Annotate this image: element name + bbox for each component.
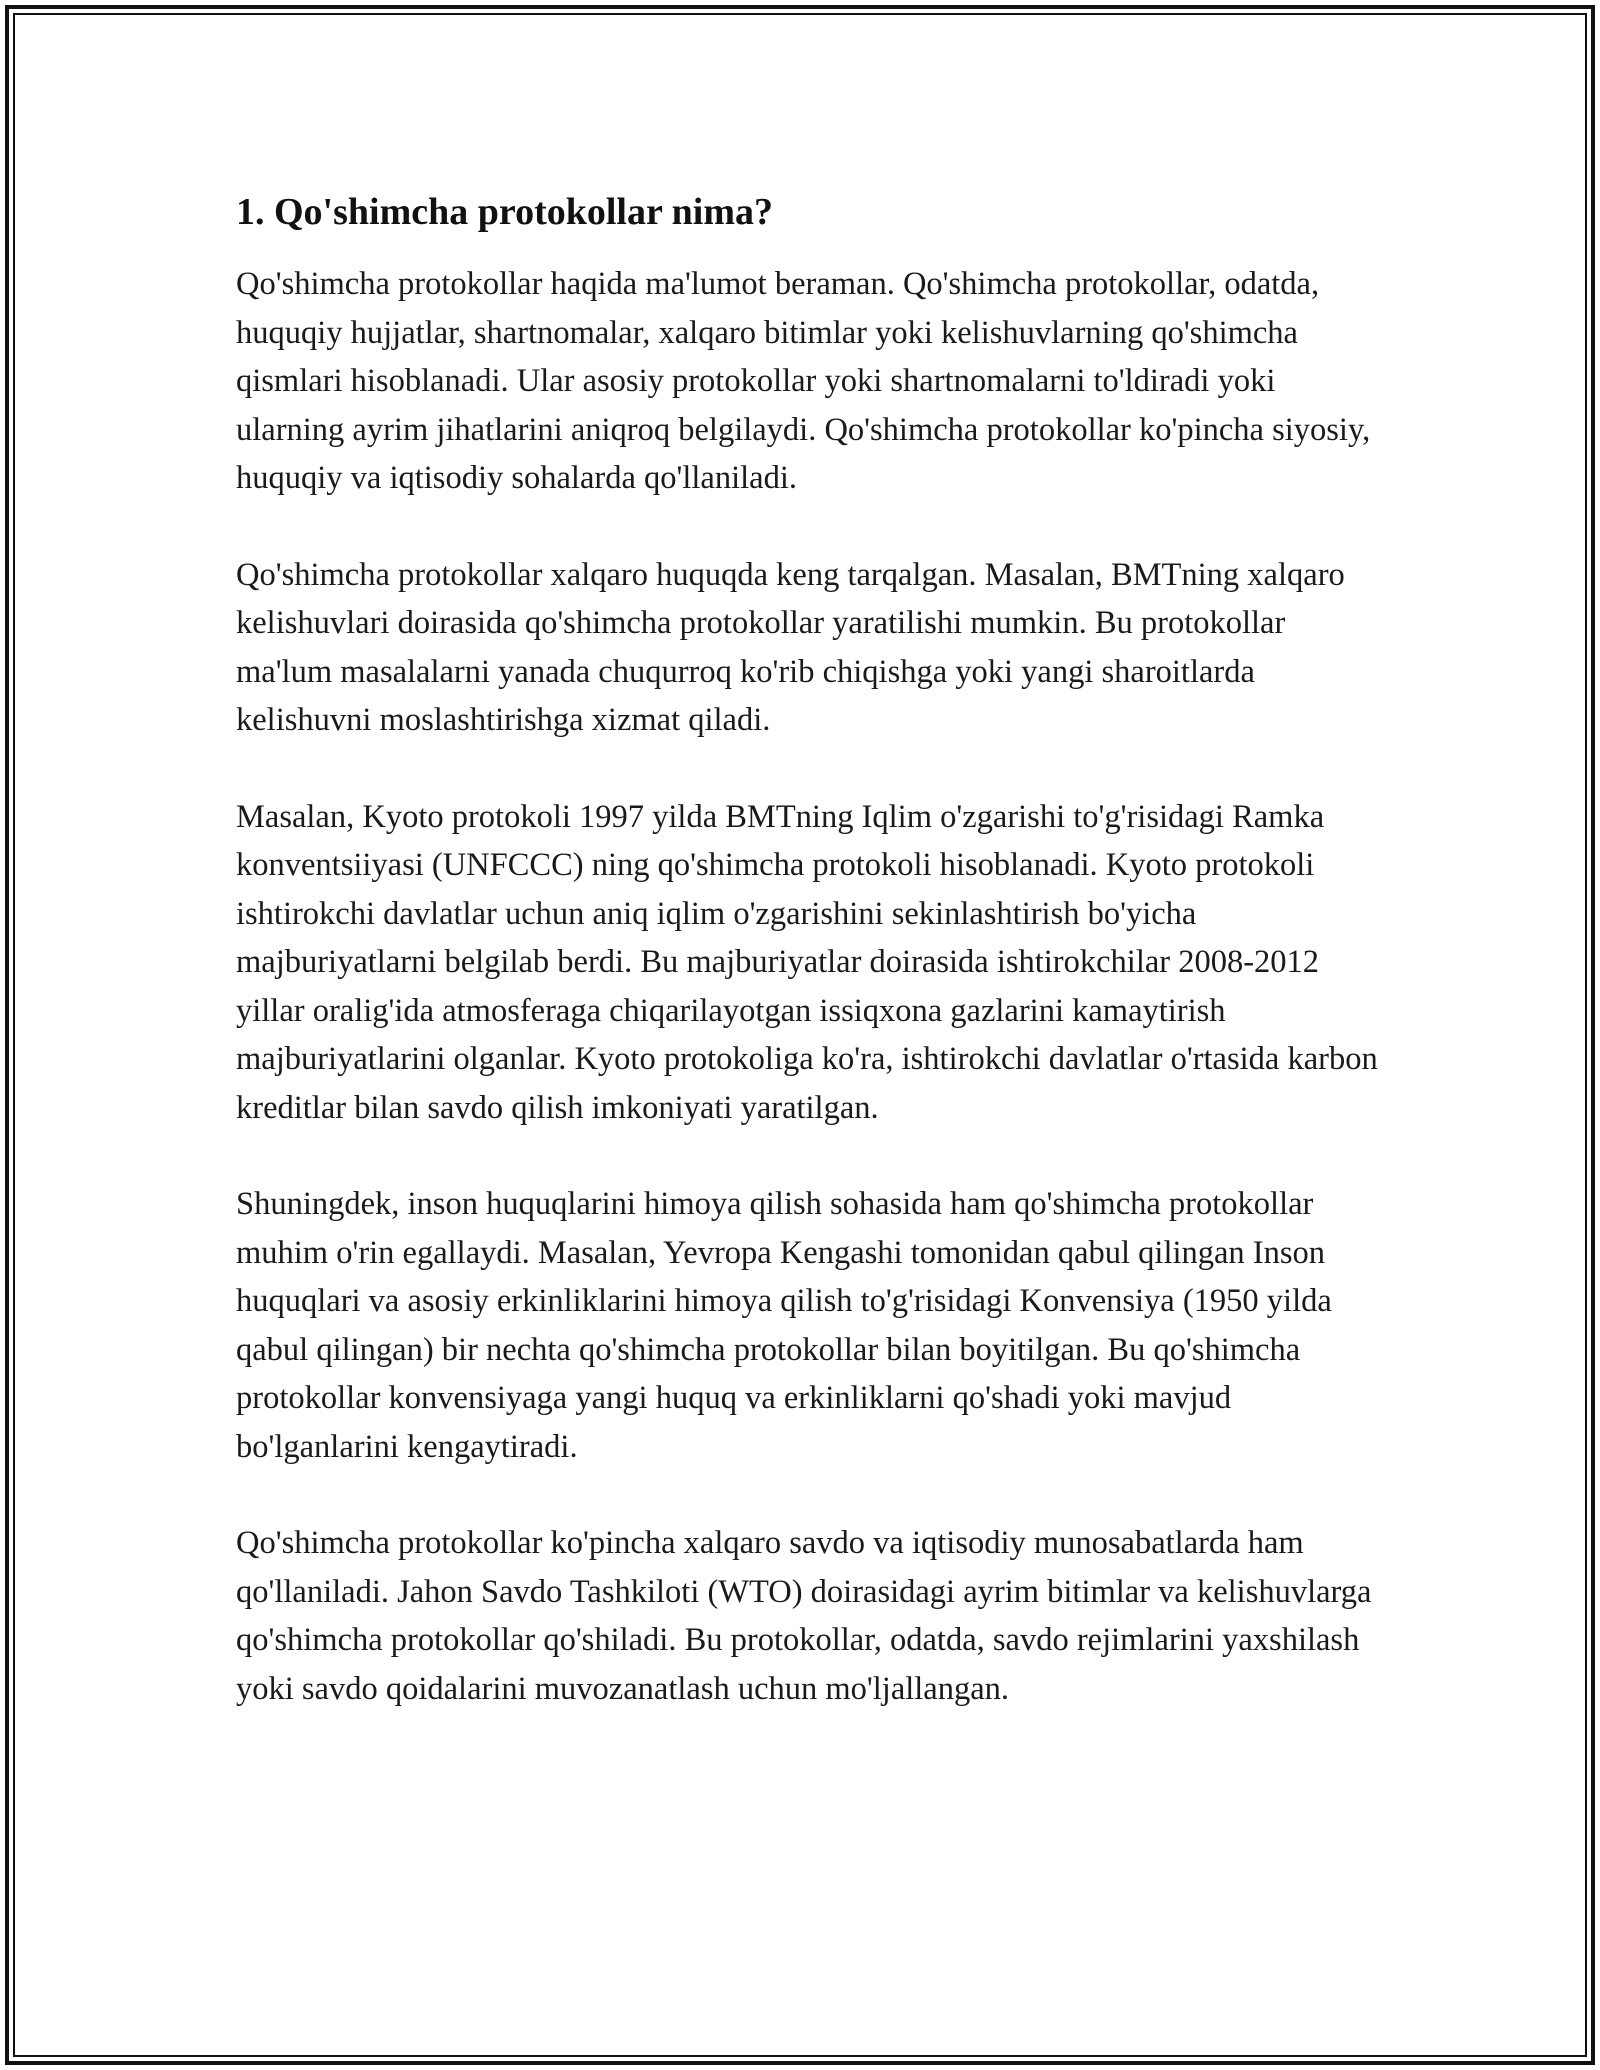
paragraph-international-law: Qo'shimcha protokollar xalqaro huquqda keng tarqalgan. Masalan, BMTning xalqaro kelishuvlari doirasida qo'shimcha protokollar yaratilishi mumkin. Bu protokollar ma'lum masalalarni yanada chuqurroq ko'rib chiqishga yoki yangi sharoitlarda kelishuvni moslashtirishga xizmat qiladi. [236, 556, 1345, 738]
paragraph-human-rights: Shuningdek, inson huquqlarini himoya qilish sohasida ham qo'shimcha protokollar muhim o'rin egallaydi. Masalan, Yevropa Kengashi tomonidan qabul qilingan Inson huquqlari va asosiy erkinliklarini himoya qilish to'g'risidagi Konvensiya (1950 yilda qabul qilingan) bir nechta qo'shimcha protokollar bilan boyitilgan. Bu qo'shimcha protokollar konvensiyaga yangi huquq va erkinliklarni qo'shadi yoki mavjud bo'lganlarini kengaytiradi. [236, 1186, 1332, 1465]
paragraph-kyoto-protocol: Masalan, Kyoto protokoli 1997 yilda BMTning Iqlim o'zgarishi to'g'risidagi Ramka konventsiiyasi (UNFCCC) ning qo'shimcha protokoli hisoblanadi. Kyoto protokoli ishtirokchi davlatlar uchun aniq iqlim o'zgarishini sekinlashtirish bo'yicha majburiyatlarni belgilab berdi. Bu majburiyatlar doirasida ishtirokchilar 2008-2012 yillar oralig'ida atmosferaga chiqarilayotgan issiqxona gazlarini kamaytirish majburiyatlarini olganlar. Kyoto protokoliga ko'ra, ishtirokchi davlatlar o'rtasida karbon kreditlar bilan savdo qilish imkoniyati yaratilgan. [236, 798, 1378, 1126]
paragraph-definition: Qo'shimcha protokollar haqida ma'lumot beraman. Qo'shimcha protokollar, odatda, huquqiy hujjatlar, shartnomalar, xalqaro bitimlar yoki kelishuvlarning qo'shimcha qismlari hisoblanadi. Ular asosiy protokollar yoki shartnomalarni to'ldiradi yoki ularning ayrim jihatlarini aniqroq belgilaydi. Qo'shimcha protokollar ko'pincha siyosiy, huquqiy va iqtisodiy sohalarda qo'llaniladi. [236, 266, 1371, 496]
document-heading: 1. Qo'shimcha protokollar nima? [236, 191, 773, 233]
document-body [236, 186, 1386, 1761]
paragraph-trade: Qo'shimcha protokollar ko'pincha xalqaro savdo va iqtisodiy munosabatlarda ham qo'llaniladi. Jahon Savdo Tashkiloti (WTO) doirasidagi ayrim bitimlar va kelishuvlarga qo'shimcha protokollar qo'shiladi. Bu protokollar, odatda, savdo rejimlarini yaxshilash yoki savdo qoidalarini muvozanatlash uchun mo'ljallangan. [236, 1525, 1372, 1707]
